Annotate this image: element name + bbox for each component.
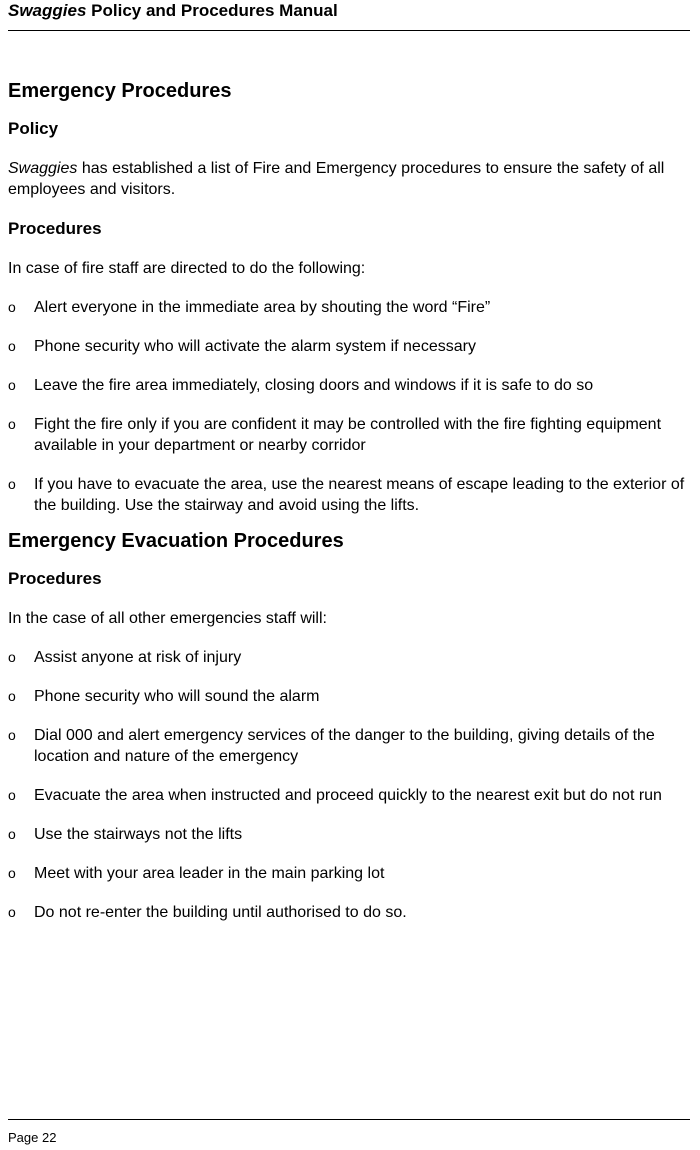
list-item: o Leave the fire area immediately, closing doors and windows if it is safe to do so <box>8 377 594 394</box>
policy-brand: Swaggies <box>8 160 78 177</box>
bullet-marker: o <box>8 904 16 920</box>
section-heading-emergency-procedures: Emergency Procedures <box>8 80 232 102</box>
page-number: Page 22 <box>8 1130 57 1145</box>
list-item: o Do not re-enter the building until authorised to do so. <box>8 904 407 921</box>
list-item: o Phone security who will activate the alarm system if necessary <box>8 338 476 355</box>
list-item: o Use the stairways not the lifts <box>8 826 243 843</box>
fire-intro: In case of fire staff are directed to do the following: <box>8 260 366 277</box>
fire-procedure-list <box>8 297 690 516</box>
bullet-marker: o <box>8 826 16 842</box>
policy-heading: Policy <box>8 119 59 138</box>
list-item: o If you have to evacuate the area, use the nearest means of escape leading to the exterior of the building. Use the stairway and avoid using the lifts. <box>8 476 685 514</box>
policy-text: has established a list of Fire and Emergency procedures to ensure the safety of all employees and visitors. <box>8 160 665 198</box>
bullet-marker: o <box>8 649 16 665</box>
list-item: o Dial 000 and alert emergency services of the danger to the building, giving details of the location and nature of the emergency <box>8 727 655 765</box>
list-item: o Evacuate the area when instructed and proceed quickly to the nearest exit but do not run <box>8 787 662 804</box>
bullet-marker: o <box>8 727 16 743</box>
page-content <box>8 78 690 923</box>
policy-paragraph <box>8 158 690 200</box>
bullet-marker: o <box>8 476 16 492</box>
bullet-marker: o <box>8 787 16 803</box>
list-item: o Alert everyone in the immediate area by shouting the word “Fire” <box>8 299 491 316</box>
procedures-heading-evacuation: Procedures <box>8 569 102 588</box>
list-item: o Assist anyone at risk of injury <box>8 649 242 666</box>
header-title-rest: Policy and Procedures Manual <box>86 1 338 20</box>
bullet-marker: o <box>8 865 16 881</box>
evacuation-procedure-list <box>8 647 690 923</box>
evacuation-intro: In the case of all other emergencies staff will: <box>8 610 327 627</box>
list-item: o Phone security who will sound the alarm <box>8 688 320 705</box>
page-header <box>8 0 690 31</box>
bullet-marker: o <box>8 688 16 704</box>
page-footer <box>8 1119 690 1145</box>
bullet-marker: o <box>8 299 16 315</box>
bullet-marker: o <box>8 338 16 354</box>
procedures-heading-fire: Procedures <box>8 219 102 238</box>
list-item: o Meet with your area leader in the main parking lot <box>8 865 385 882</box>
bullet-marker: o <box>8 377 16 393</box>
bullet-marker: o <box>8 416 16 432</box>
list-item: o Fight the fire only if you are confident it may be controlled with the fire fighting equipment available in your department or nearby corridor <box>8 416 662 454</box>
section-heading-evacuation: Emergency Evacuation Procedures <box>8 530 344 552</box>
header-brand: Swaggies <box>8 1 87 20</box>
manual-title <box>8 1 338 21</box>
